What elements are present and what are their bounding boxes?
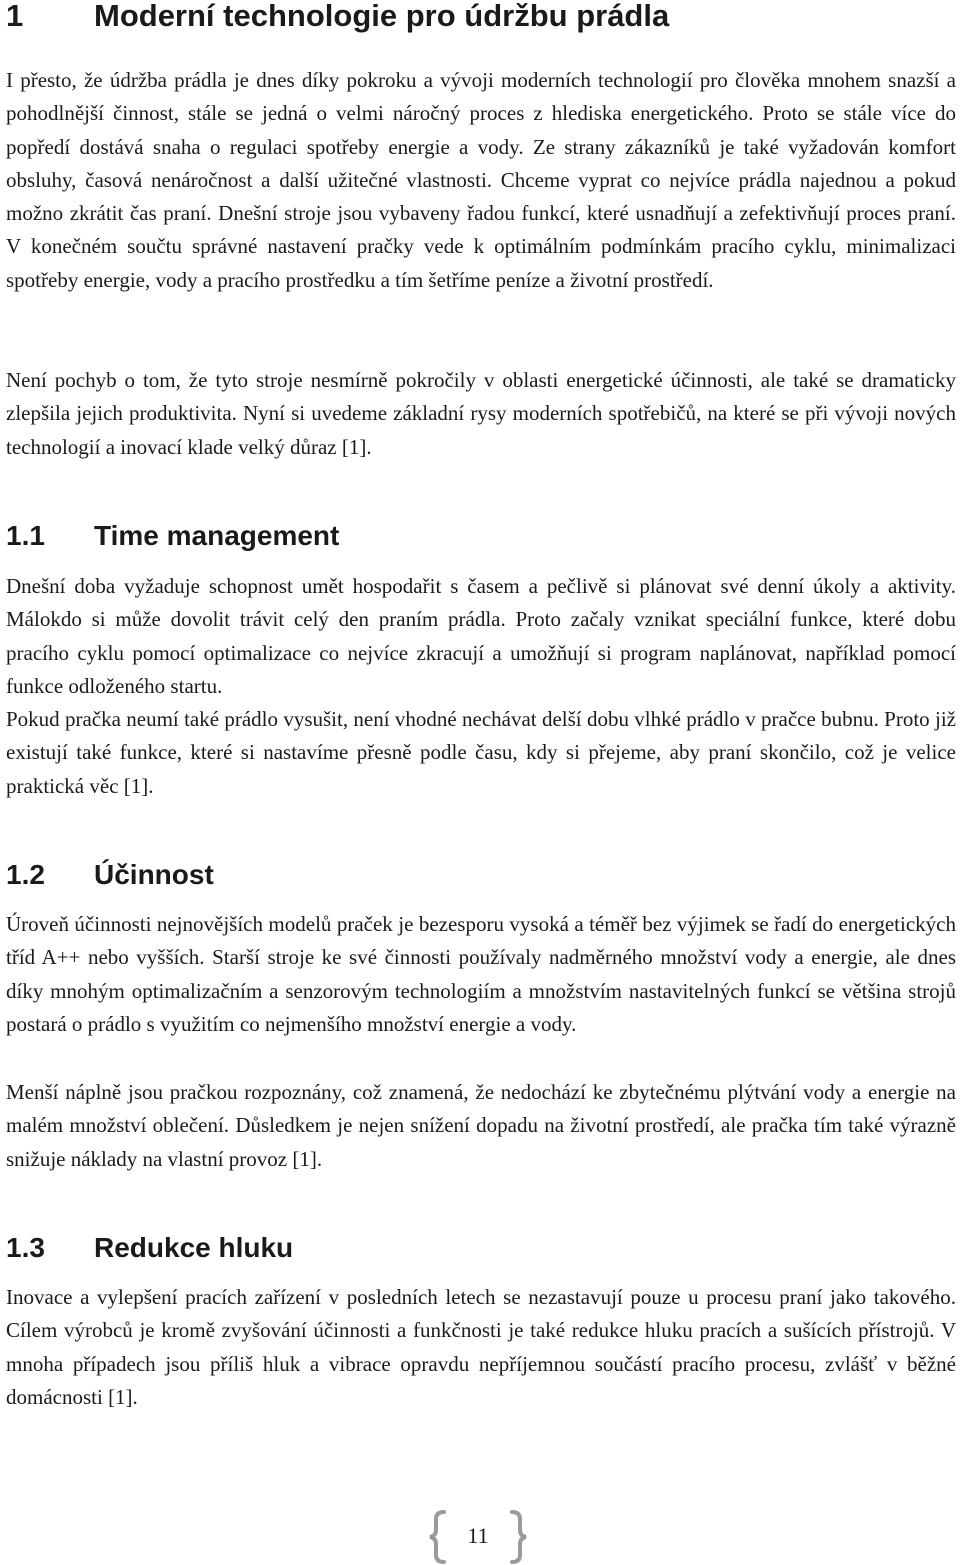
section-heading-1-2: [6, 857, 214, 893]
chapter-number: 1: [6, 0, 24, 33]
section-heading-1-3: [6, 1230, 293, 1266]
section-1-2-paragraph-2: Menší náplně jsou pračkou rozpoznány, což znamená, že nedochází ke zbytečnému plýtvání vody a energie na malém množství oblečení. Důsledkem je nejen snížení dopadu na životní prostředí, ale pračka tím také výrazně snižuje náklady na vlastní provoz [1].: [6, 1080, 956, 1171]
page-number: 11: [467, 1523, 489, 1548]
chapter-heading: [6, 0, 669, 38]
section-1-1-paragraph-2: Pokud pračka neumí také prádlo vysušit, není vhodné nechávat delší dobu vlhké prádlo v pračce bubnu. Proto již existují také funkce, které si nastavíme přesně podle času, kdy si přejeme, aby praní skončilo, což je velice praktická věc [1].: [6, 707, 956, 798]
intro-paragraph-2: Není pochyb o tom, že tyto stroje nesmírně pokročily v oblasti energetické účinnosti, ale také se dramaticky zlepšila jejich produktivita. Nyní si uvedeme základní rysy moderních spotřebičů, na které se při vývoji nových technologií a inovací klade velký důraz [1].: [6, 368, 956, 459]
section-number: 1.3: [6, 1232, 45, 1263]
section-1-3-paragraph-1: Inovace a vylepšení pracích zařízení v posledních letech se nezastavují pouze u procesu praní jako takového. Cílem výrobců je kromě zvyšování účinnosti a funkčnosti je také redukce hluku pracích a sušících přístrojů. V mnoha případech jsou příliš hluk a vibrace opravdu nepříjemnou součástí pracího procesu, zvlášť v běžné domácnosti [1].: [6, 1285, 956, 1409]
section-heading-1-1: [6, 518, 339, 554]
section-title: Time management: [94, 520, 340, 551]
section-number: 1.1: [6, 520, 45, 551]
section-title: Redukce hluku: [94, 1232, 294, 1263]
page-footer: [428, 1510, 528, 1564]
section-title: Účinnost: [94, 859, 214, 890]
intro-paragraph-1: I přesto, že údržba prádla je dnes díky pokroku a vývoji moderních technologií pro člověka mnohem snazší a pohodlnější činnost, stále se jedná o velmi náročný proces z hlediska energetického. Proto se stále více do popředí dostává snaha o regulaci spotřeby energie a vody. Ze strany zákazníků je také vyžadován komfort obsluhy, časová nenáročnost a další užitečné vlastnosti. Chceme vyprat co nejvíce prádla najednou a pokud možno zkrátit čas praní. Dnešní stroje jsou vybaveny řadou funkcí, které usnadňují a zefektivňují proces praní. V konečném součtu správné nastavení pračky vede k optimálním podmínkám pracího cyklu, minimalizaci spotřeby energie, vody a pracího prostředku a tím šetříme peníze a životní prostředí.: [6, 68, 956, 292]
section-1-2-paragraph-1: Úroveň účinnosti nejnovějších modelů praček je bezesporu vysoká a téměř bez výjimek se řadí do energetických tříd A++ nebo vyšších. Starší stroje ke své činnosti používaly nadměrného množství vody a energie, ale dnes díky mnohým optimalizačním a senzorovým technologiím a množstvím nastavitelných funkcí se většina strojů postará o prádlo s využitím co nejmenšího množství energie a vody.: [6, 912, 956, 1036]
section-number: 1.2: [6, 859, 45, 890]
chapter-title: Moderní technologie pro údržbu prádla: [94, 0, 670, 33]
section-1-1-paragraph-1: Dnešní doba vyžaduje schopnost umět hospodařit s časem a pečlivě si plánovat své denní úkoly a aktivity. Málokdo si může dovolit trávit celý den praním prádla. Proto začaly vznikat speciální funkce, které dobu pracího cyklu pomocí optimalizace co nejvíce zkracují a umožňují si program naplánovat, například pomocí funkce odloženého startu.: [6, 574, 956, 698]
